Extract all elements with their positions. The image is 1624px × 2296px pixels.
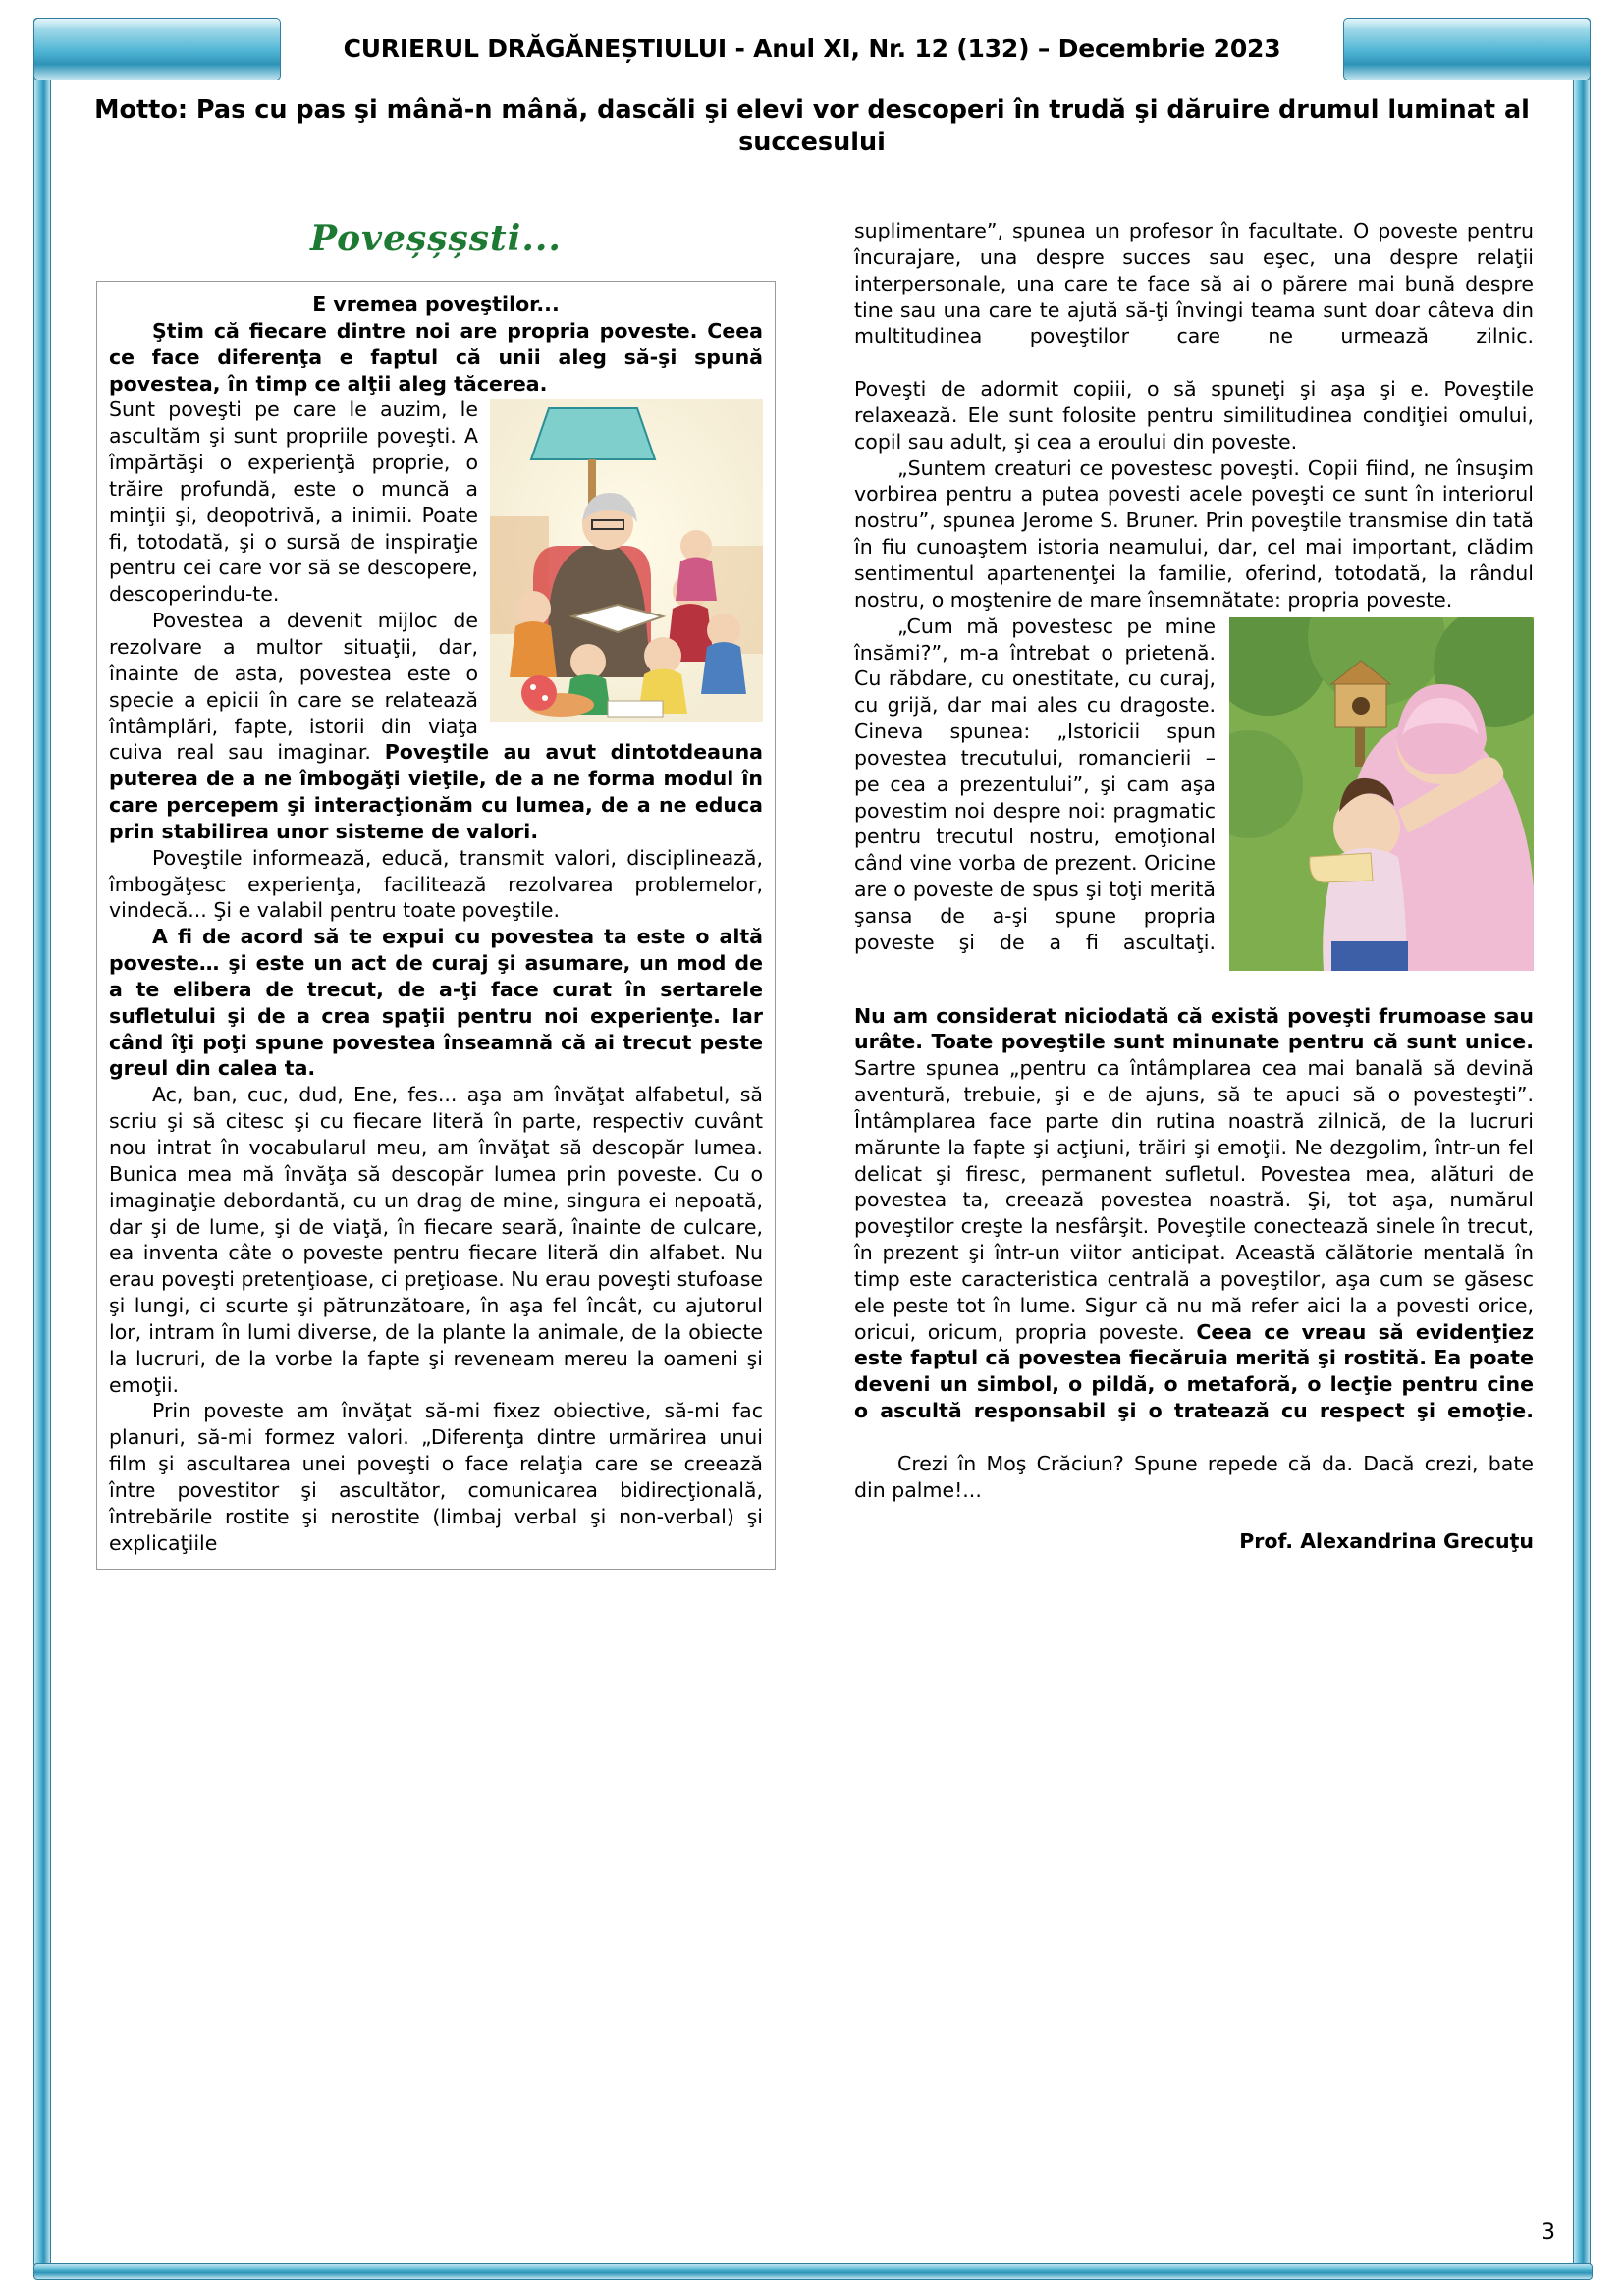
article-body [96, 218, 1534, 2191]
illustration-grandma-reading [490, 399, 763, 722]
right-paragraph-5-bold-text: Nu am considerat niciodată că există poveşti frumoase sau urâte. Toate poveştile sunt minunate pentru că sunt unice. [854, 1003, 1534, 1054]
intro-box [96, 281, 776, 1570]
paragraph-2-part1: Povestea a devenit mijloc de rezolvare a multor situaţii, dar, înainte de asta, povestea este o specie a epicii în care se relatează întâmplări, fapte, istorii din viaţa cuiva real sau imaginar. [109, 609, 478, 765]
paragraph-5: Ac, ban, cuc, dud, Ene, fes... aşa am învăţat alfabetul, să scriu şi să citesc şi cu fiecare literă în parte, respectiv cuvânt nou intrat în vocabularul meu, am învăţat să descopăr lumea. Bunica mea mă învăţa să descopăr lumea prin poveste. Cu o imaginaţie debordantă, cu un drag de mine, singura ei nepoată, dar şi de lume, şi de viaţă, în fiecare seară, înainte de culcare, ea inventa câte o poveste pentru fiecare literă din alfabet. Nu erau poveşti pretenţioase, ci preţioase. Nu erau poveşti stufoase şi lungi, ci scurte şi pătrunzătoare, în aşa fel încât, cu ajutorul lor, intram în lumi diverse, de la plante la animale, de la obiecte la lucruri, de la vorbe la fapte şi reveneam mereu la oameni şi emoţii. [109, 1083, 763, 1397]
page-number: 3 [1542, 2220, 1555, 2245]
article-title: Poveșșșsti... [310, 218, 562, 259]
illustration-grandma-child [1229, 617, 1534, 971]
paragraph-4-bold: A fi de acord să te expui cu povestea ta este o altă poveste… şi este un act de curaj şi asumare, un mod de a te elibera de trecut, de a-ţi face curat în sertarele sufletului şi de a crea spaţii pentru noi experienţe. Iar când îţi poţi spune povestea înseamnă că ai trecut peste greul din calea ta. [109, 925, 763, 1081]
paragraph-1: Sunt poveşti pe care le auzim, le ascultăm şi sunt propriile poveşti. A împărtăşi o experienţă proprie, o trăire profundă, este o muncă a minţii şi, deopotrivă, a inimii. Poate fi, totodată, şi o sursă de inspiraţie pentru cei care vor să se descopere, descoperindu-te. [109, 398, 478, 607]
right-border-ornament [1573, 18, 1591, 2268]
paragraph-3: Poveştile informează, educă, transmit valori, disciplinează, îmbogăţesc experienţa, facilitează rezolvarea problemelor, vindecă... Şi e valabil pentru toate poveştile. [109, 845, 763, 923]
right-paragraph-2: Poveşti de adormit copiii, o să spuneţi şi aşa şi e. Poveştile relaxează. Ele sunt folosite pentru similitudinea condiţiei omului, copil sau adult, şi cea a eroului din poveste. [854, 377, 1534, 454]
paragraph-2-part2-bold: Poveştile au avut dintotdeauna puterea de a ne îmbogăţi vieţile, de a ne forma modul în care percepem şi interacţionăm cu lumea, de a ne educa prin stabilirea unor sisteme de valori. [109, 740, 763, 843]
bottom-border-ornament [33, 2263, 1593, 2280]
paragraph-6: Prin poveste am învăţat să-mi fixez obiective, să-mi fac planuri, să-mi formez valori. „Diferenţa dintre urmărirea unui film şi ascultarea unei poveşti o face relaţia care se creează între povestitor şi ascultător, comunicarea bidirecţională, întrebările rostite şi nerostite (limbaj verbal şi non-verbal) şi explicaţiile [109, 1399, 763, 1555]
intro-heading: E vremea poveştilor... [312, 293, 560, 316]
right-paragraph-7-bold-text: Ceea ce vreau să evidenţiez este faptul că povestea fiecăruia merită şi rostită. Ea poate deveni un simbol, o pildă, o metaforă, o lecţie pentru cine o ascultă responsabil şi o tratează cu respect şi emoţie. [854, 1319, 1534, 1423]
right-column [854, 218, 1534, 1553]
right-paragraph-5-bold [854, 1003, 1534, 1451]
motto-text: Motto: Pas cu pas şi mână-n mână, dascăli şi elevi vor descoperi în trudă şi dăruire drumul luminat al succesului [94, 95, 1530, 157]
right-paragraph-6-text: Sartre spunea „pentru ca întâmplarea cea mai banală să devină aventură, trebuie, şi e de ajuns, să te apuci să o povesteşti”. Întâmplarea face parte din rutina noastră zilnică, de la lucruri mărunte la fapte şi acţiuni, trăiri şi emoţii. Ne dezgolim, într-un fel delicat şi firesc, permanent sufletul. Povestea mea, alături de povestea ta, creează povestea noastră. Şi, tot aşa, numărul poveştilor creşte la nesfârşit. Poveştile conectează sinele în trecut, în prezent şi într-un viitor anticipat. Această călătorie mentală în timp este caracteristica centrală a poveştilor, aşa cum se găsesc ele peste tot în lume. Sigur că nu mă refer aici la a povesti orice, oricui, oricum, propria poveste. [854, 1056, 1534, 1344]
header-banner-right [1343, 18, 1591, 80]
right-paragraph-1: suplimentare”, spunea un profesor în facultate. O poveste pentru încurajare, una despre succes sau eşec, una despre relaţii interpersonale, una care te face să ai o părere mai bună despre tine sau una care te ajută să-ţi învingi teama sunt doar câteva din multitudinea poveştilor care ne urmează zilnic. [854, 219, 1534, 348]
right-paragraph-4: „Cum mă povestesc pe mine însămi?”, m-a întrebat o prietenă. Cu răbdare, cu onestitate, cu curaj, cu grijă, dar mai ales cu dragoste. Cineva spunea: „Istoricii spun povestea trecutului, romancierii – pe cea a prezentului”, şi cam aşa povestim noi despre noi: pragmatic pentru trecutul nostru, emoţional când vine vorba de prezent. Oricine are o poveste de spus şi toţi merită şansa de a-şi spune propria poveste şi de a fi ascultaţi. [854, 614, 1216, 954]
header-banner-left [33, 18, 281, 80]
left-column [96, 218, 776, 1570]
right-paragraph-3: „Suntem creaturi ce povestesc poveşti. Copii fiind, ne însuşim vorbirea pentru a putea povesti acele poveşti ce sunt în interiorul nostru”, spunea Jerome S. Bruner. Prin poveştile transmise din tată în fiu cunoaştem istoria neamului, dar, cel mai important, clădim sentimentul apartenenţei la familie, oferind, totodată, la rândul nostru, o moştenire de mare însemnătate: propria poveste. [854, 455, 1534, 612]
left-border-ornament [33, 18, 51, 2268]
masthead-title: CURIERUL DRĂGĂNEȘTIULUI - Anul XI, Nr. 12 (132) – Decembrie 2023 [343, 33, 1281, 63]
right-paragraph-8: Crezi în Moş Crăciun? Spune repede că da. Dacă crezi, bate din palme!... [854, 1451, 1534, 1502]
intro-paragraph: Ştim că fiecare dintre noi are propria poveste. Ceea ce face diferenţa e faptul că unii aleg să-şi spună povestea, în timp ce alţii aleg tăcerea. [109, 318, 763, 396]
author-signature: Prof. Alexandrina Grecuţu [1239, 1528, 1534, 1553]
